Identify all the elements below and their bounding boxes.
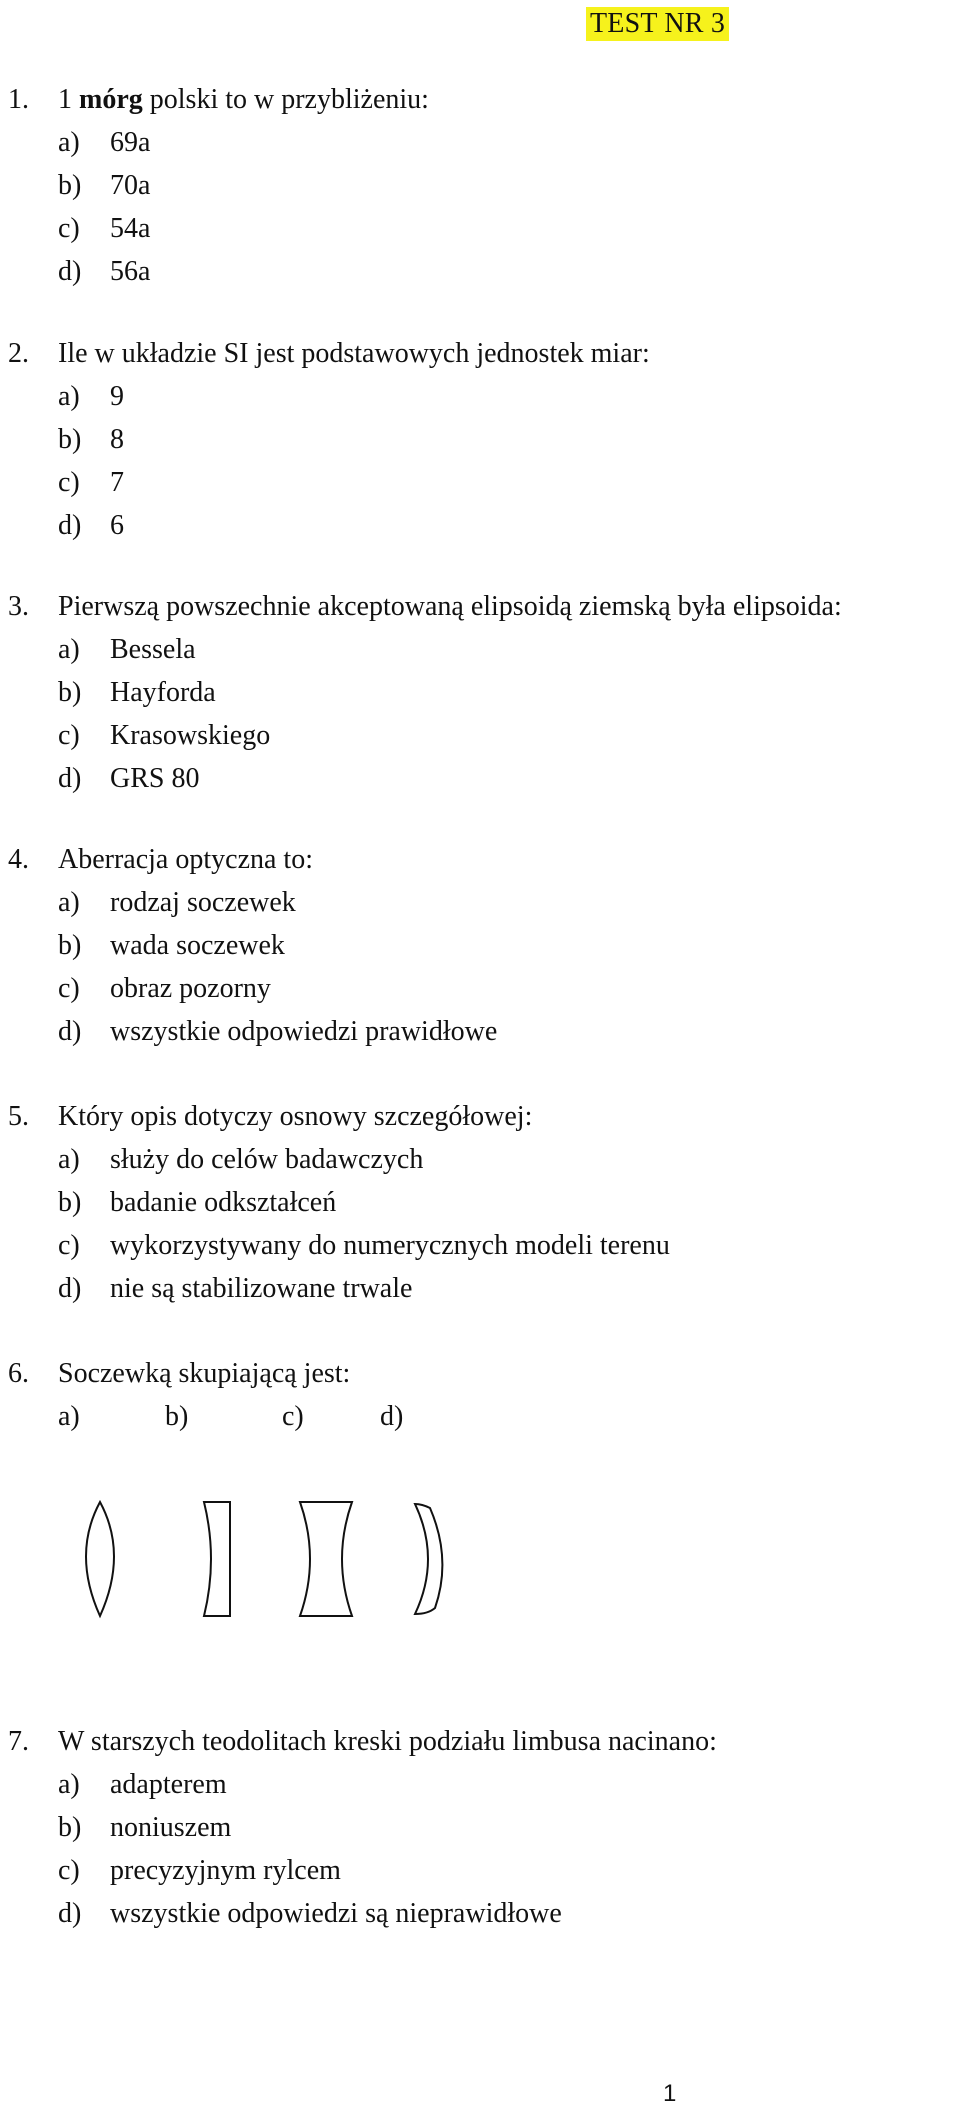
answer-option-c: c) obraz pozorny	[58, 973, 271, 1004]
lens-label-a: a)	[58, 1401, 80, 1432]
answer-option-a: a) 9	[58, 381, 124, 412]
lens-biconcave	[300, 1502, 352, 1616]
answer-option-c: c) precyzyjnym rylcem	[58, 1855, 341, 1886]
answer-option-c: c) wykorzystywany do numerycznych modeli terenu	[58, 1230, 670, 1261]
answer-option-a: a) Bessela	[58, 634, 196, 665]
answer-option-b: b) Hayforda	[58, 677, 216, 708]
answer-option-b: b) 8	[58, 424, 124, 455]
lens-biconvex	[86, 1502, 114, 1616]
answer-option-b: b) noniuszem	[58, 1812, 232, 1843]
question-text: Aberracja optyczna to:	[58, 844, 313, 875]
answer-option-a: a) adapterem	[58, 1769, 227, 1800]
answer-option-a: a) służy do celów badawczych	[58, 1144, 424, 1175]
answer-option-d: d) wszystkie odpowiedzi są nieprawidłowe	[58, 1898, 562, 1929]
answer-option-b: b) 70a	[58, 170, 151, 201]
question-number: 5.	[8, 1101, 29, 1132]
question-number: 3.	[8, 591, 29, 622]
lens-meniscus	[415, 1504, 442, 1614]
lens-plano-concave	[204, 1502, 230, 1616]
question-number: 6.	[8, 1358, 29, 1389]
question-text: Pierwszą powszechnie akceptowaną elipsoidą ziemską była elipsoida:	[58, 591, 842, 622]
answer-option-c: c) 54a	[58, 213, 151, 244]
question-6	[0, 1352, 960, 1438]
lens-diagrams	[60, 1490, 460, 1630]
answer-option-c: c) 7	[58, 467, 124, 498]
question-7	[0, 1720, 960, 1935]
answer-option-b: b) wada soczewek	[58, 930, 285, 961]
lens-label-b: b)	[165, 1401, 189, 1432]
question-2	[0, 332, 960, 547]
answer-option-d: d) nie są stabilizowane trwale	[58, 1273, 413, 1304]
answer-option-a: a) 69a	[58, 127, 151, 158]
answer-option-a: a) rodzaj soczewek	[58, 887, 296, 918]
lens-labels	[0, 1395, 960, 1438]
question-text: 1 mórg polski to w przybliżeniu:	[58, 84, 429, 115]
question-4	[0, 838, 960, 1053]
question-number: 2.	[8, 338, 29, 369]
answer-option-d: d) wszystkie odpowiedzi prawidłowe	[58, 1016, 498, 1047]
question-number: 1.	[8, 84, 29, 115]
question-1	[0, 78, 960, 293]
answer-option-d: d) 6	[58, 510, 124, 541]
question-number: 4.	[8, 844, 29, 875]
answer-option-d: d) 56a	[58, 256, 151, 287]
question-text: Soczewką skupiającą jest:	[58, 1358, 351, 1389]
question-text: Ile w układzie SI jest podstawowych jednostek miar:	[58, 338, 650, 369]
lens-label-d: d)	[380, 1401, 404, 1432]
test-title: TEST NR 3	[586, 7, 729, 41]
question-text: W starszych teodolitach kreski podziału limbusa nacinano:	[58, 1726, 717, 1757]
answer-option-c: c) Krasowskiego	[58, 720, 271, 751]
answer-option-b: b) badanie odkształceń	[58, 1187, 337, 1218]
answer-option-d: d) GRS 80	[58, 763, 200, 794]
page-number: 1	[663, 2080, 677, 2107]
lens-label-c: c)	[282, 1401, 304, 1432]
question-5	[0, 1095, 960, 1310]
question-3	[0, 585, 960, 800]
question-number: 7.	[8, 1726, 29, 1757]
question-text: Który opis dotyczy osnowy szczegółowej:	[58, 1101, 533, 1132]
